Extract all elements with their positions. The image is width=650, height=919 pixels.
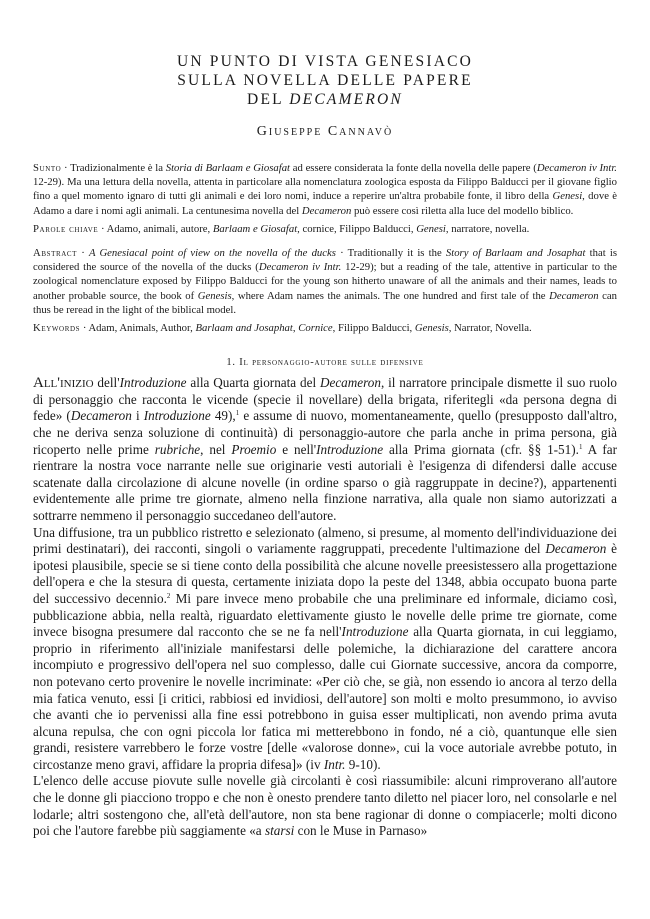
title-line-3: DEL DECAMERON [247,91,403,108]
author-name: Giuseppe Cannavò [256,124,394,139]
article-title [33,52,617,109]
footnote-marker[interactable]: 2 [166,591,171,600]
keywords-label: Keywords [33,322,81,335]
article-body [33,375,617,840]
page [33,0,617,840]
footnote-marker[interactable]: 1 [578,442,583,451]
body-paragraph-2: Una diffusione, tra un pubblico ristretto e selezionato (almeno, si presume, al momento dell'individuazione dei primi destinatari), dei racconti, singoli o variamente raggruppati, precedente l'ultimazione del Decameron è ipotesi plausibile, specie se si tiene conto della possibilità che alcune novelle preesistessero alla progettazione dell'opera e che la stesura di questa, certamente iniziata dopo la peste del 1348, abbia occupato buona parte del successivo decennio.$^2$ Mi pare invece meno probabile che una preliminare ed informale, diciamo così, pubblicazione abbia, nella realtà, riguardato elettivamente giusto le novelle delle prime tre giornate, come invece bisogna presumere dal racconto che se ne fa nell'Introduzione alla Quarta giornata, in cui leggiamo, proprio in riferimento all'iniziale manifestarsi delle polemiche, la dichiarazione del carattere ancora incompiuto e progressivo dell'opera nel suo complesso, dalle cui Giornate successive, ancora da comporre, non potevano certo provenire le novelle incriminate: «Per ciò che, se già, non essendo io ancora al terzo della mia fatica venuto, essi [i critici, rabbiosi ed invidiosi, dell'autore] son molti e molto presummono, io avviso che avanti che io pervenissi alla fine essi potrebbono in guisa esser multiplicati, non avendo prima avuta alcuna repulsa, che con ogni piccola lor fatica mi metterebbono in fondo, né a ciò, quantunque elle sien grandi, resistere varrebbero le forze vostre [delle «valorose donne», cui la voce autoriale avrebbe potuto, in circostanze meno gravi, affidare la propria difesa]» (iv Intr. 9-10). [33,524,617,772]
title-line-2: SULLA NOVELLA DELLE PAPERE [177,72,473,89]
drop-cap-opening: All'inizio [33,375,94,392]
body-paragraph-1: All'inizio dell'Introduzione alla Quarta giornata del Decameron, il narratore principale dismette il suo ruolo di personaggio che racconta le vicende (specie il novellare) della brigata, riferitegli «da persona degna di fede» (Decameron i Introduzione 49),$^1$ e assume di nuovo, momentaneamente, quello (presupposto dall'altro, che ne deriva senza soluzione di continuità) di personaggio-autore che parla anche in prima persona, già ricoperto nelle prime rubriche, nel Proemio e nell'Introduzione alla Prima giornata (cfr. §§ 1-51).$^1$ A far rientrare la nostra voce narrante nelle sue originarie vesti autoriali è l'esigenza di difendersi dalle accuse scatenate dalla circolazione di alcune novelle (in ordine sparso o già raggruppate in decine?), appartenenti evidentemente alle prime tre giornate, almeno nella finzione narrativa, alla quale non siamo autorizzati a sottrarre nemmeno il personaggio succedaneo dell'autore. [33,375,617,523]
footnote-marker[interactable]: 1 [235,409,240,418]
parole-chiave-paragraph: Parole chiave · Adamo, animali, autore, Barlaam e Giosafat, cornice, Filippo Balducci, Genesi, narratore, novella. [33,222,530,235]
abstract-paragraph: Abstract · A Genesiacal point of view on the novella of the ducks · Traditionally it is the Story of Barlaam and Josaphat that is considered the source of the novella of the ducks (Decameron iv Intr. 12-29); but a reading of the tale, attentive in particular to the zoological nomenclature exposed by Filippo Balducci for the young son hitherto unaware of all the animals and their names, leads to another probable source, the book of Genesis, where Adam names the animals. The one hundred and first tale of the Decameron can thus be reread in the light of the biblical model. [33,247,617,316]
keywords-paragraph: Keywords · Adam, Animals, Author, Barlaam and Josaphat, Cornice, Filippo Balducci, Genesis, Narrator, Novella. [33,322,532,335]
parole-chiave-label: Parole chiave [33,222,99,235]
body-paragraph-3: L'elenco delle accuse piovute sulle novelle già circolanti è così riassumibile: alcuni rimproverano all'autore che le donne gli piacciono troppo e che non è onesto prendere tanto diletto nel piacer loro, nel consolarle e nel lodarle; altri sostengono che, all'età dell'autore, non sta bene ragionar di donne o compiacerle; molti dicono poi che l'autore farebbe più saggiamente «a starsi con le Muse in Parnaso» [33,773,617,839]
section-heading: 1. Il personaggio-autore sulle difensive [226,357,424,369]
sunto-label: Sunto [33,162,62,174]
abstract-label: Abstract [33,247,78,260]
sunto-paragraph: Sunto · Tradizionalmente è la Storia di Barlaam e Giosafat ad essere considerata la fonte della novella delle papere (Decameron iv Intr. 12-29). Ma una lettura della novella, attenta in particolare alla nomenclatura zoologica esposta da Filippo Balducci per il giovane figlio fino a quel momento ignaro di tutti gli animali e dei loro nomi, induce a reperire un'altra probabile fonte, il libro della Genesi, dove è Adamo a dare i nomi agli animali. La centunesima novella del Decameron può essere così riletta alla luce del modello biblico. [33,162,617,217]
title-line-1: UN PUNTO DI VISTA GENESIACO [176,53,474,70]
